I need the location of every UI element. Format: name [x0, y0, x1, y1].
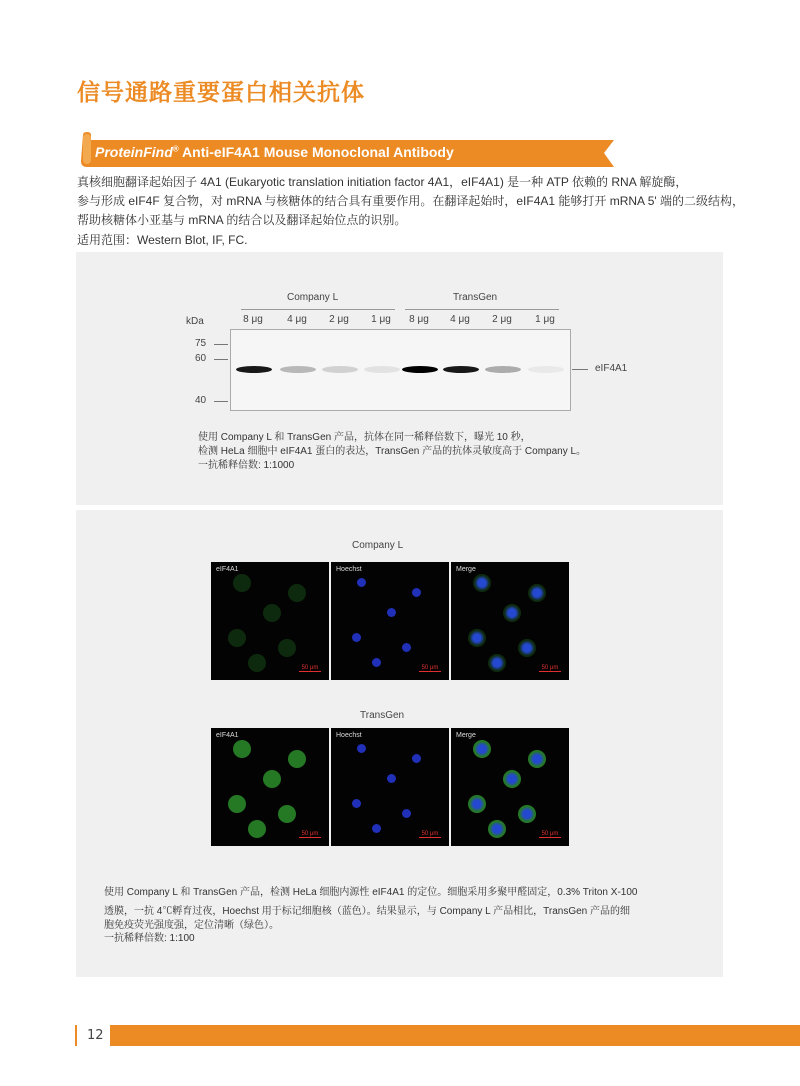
- cell: [503, 604, 521, 622]
- channel-label: eIF4A1: [216, 566, 239, 573]
- blot-band: [485, 366, 521, 373]
- group-label: Company L: [287, 292, 339, 303]
- cell: [228, 629, 246, 647]
- cell: [278, 805, 296, 823]
- cell: [288, 584, 306, 602]
- wb-caption: 一抗稀释倍数: 1:1000: [198, 460, 295, 471]
- marker-label: 60: [195, 353, 207, 364]
- cell: [412, 588, 421, 597]
- scale-bar: 50 μm: [299, 831, 321, 838]
- channel-label: eIF4A1: [216, 732, 239, 739]
- cell: [278, 639, 296, 657]
- if-caption: 胞免疫荧光强度强，定位清晰（绿色）。: [104, 920, 279, 931]
- footer-marker: [75, 1025, 77, 1046]
- scale-bar: 50 μm: [419, 665, 441, 672]
- marker-tick: [214, 401, 228, 402]
- blot-band: [528, 366, 564, 373]
- scale-bar: 50 μm: [419, 831, 441, 838]
- intro-line: 真核细胞翻译起始因子 4A1 (Eukaryotic translation initiation factor 4A1，eIF4A1) 是一种 ATP 依赖的 RNA 解旋酶，: [77, 175, 688, 189]
- cell: [518, 805, 536, 823]
- blot-band: [236, 366, 272, 373]
- lane-label: 8 μg: [409, 314, 429, 325]
- cell: [248, 820, 266, 838]
- if-caption: 使用 Company L 和 TransGen 产品，检测 HeLa 细胞内源性 eIF4A1 的定位。细胞采用多聚甲醛固定，0.3% Triton X-100: [104, 887, 638, 898]
- cell: [503, 770, 521, 788]
- cell: [228, 795, 246, 813]
- cell: [288, 750, 306, 768]
- band-label: eIF4A1: [595, 363, 628, 374]
- cell: [528, 584, 546, 602]
- wb-caption: 检测 HeLa 细胞中 eIF4A1 蛋白的表达，TransGen 产品的抗体灵敏度高于 Company L。: [198, 446, 587, 457]
- if-image-eif4a1: [211, 728, 329, 846]
- lane-label: 1 μg: [371, 314, 391, 325]
- cell: [473, 574, 491, 592]
- blot-band: [443, 366, 479, 373]
- band-pointer: [572, 369, 588, 370]
- cell: [473, 740, 491, 758]
- group-divider: [405, 309, 559, 310]
- cell: [468, 795, 486, 813]
- scale-bar: 50 μm: [539, 665, 561, 672]
- page-number: 12: [87, 1028, 104, 1043]
- if-image-merge: [451, 728, 569, 846]
- lane-label: 8 μg: [243, 314, 263, 325]
- channel-label: Hoechst: [336, 732, 362, 739]
- cell: [387, 774, 396, 783]
- marker-label: 75: [195, 338, 207, 349]
- cell: [412, 754, 421, 763]
- cell: [263, 604, 281, 622]
- cell: [248, 654, 266, 672]
- lane-label: 2 μg: [329, 314, 349, 325]
- cell: [357, 744, 366, 753]
- if-image-hoechst: [331, 562, 449, 680]
- cell: [372, 824, 381, 833]
- if-image-hoechst: [331, 728, 449, 846]
- footer-bar: [110, 1025, 800, 1046]
- applications: 适用范围：Western Blot, IF, FC.: [77, 233, 248, 247]
- marker-tick: [214, 359, 228, 360]
- channel-label: Hoechst: [336, 566, 362, 573]
- blot-band: [280, 366, 316, 373]
- if-row-label: Company L: [352, 540, 404, 551]
- cell: [233, 574, 251, 592]
- product-banner: [77, 132, 614, 167]
- group-divider: [241, 309, 395, 310]
- channel-label: Merge: [456, 566, 476, 573]
- cell: [387, 608, 396, 617]
- lane-label: 1 μg: [535, 314, 555, 325]
- wb-caption: 使用 Company L 和 TransGen 产品，抗体在同一稀释倍数下，曝光 10 秒，: [198, 432, 531, 443]
- product-title: ProteinFind® Anti-eIF4A1 Mouse Monoclonal Antibody: [95, 144, 454, 160]
- marker-tick: [214, 344, 228, 345]
- blot-image: [230, 329, 571, 411]
- cell: [402, 809, 411, 818]
- if-row-label: TransGen: [360, 710, 405, 721]
- cell: [352, 799, 361, 808]
- if-caption: 一抗稀释倍数: 1:100: [104, 933, 195, 944]
- cell: [233, 740, 251, 758]
- cell: [518, 639, 536, 657]
- cell: [488, 820, 506, 838]
- channel-label: Merge: [456, 732, 476, 739]
- marker-label: 40: [195, 395, 207, 406]
- scale-bar: 50 μm: [539, 831, 561, 838]
- intro-line: 帮助核糖体小亚基与 mRNA 的结合以及翻译起始位点的识别。: [77, 213, 407, 227]
- page-title: 信号通路重要蛋白相关抗体: [77, 80, 365, 106]
- if-caption: 透膜，一抗 4℃孵育过夜，Hoechst 用于标记细胞核（蓝色）。结果显示，与 Company L 产品相比，TransGen 产品的细: [104, 906, 630, 917]
- blot-band: [364, 366, 400, 373]
- scale-bar: 50 μm: [299, 665, 321, 672]
- if-image-eif4a1: [211, 562, 329, 680]
- lane-label: 2 μg: [492, 314, 512, 325]
- blot-band: [322, 366, 358, 373]
- cell: [352, 633, 361, 642]
- cell: [528, 750, 546, 768]
- cell: [372, 658, 381, 667]
- kda-label: kDa: [186, 316, 204, 327]
- cell: [402, 643, 411, 652]
- lane-label: 4 μg: [287, 314, 307, 325]
- intro-line: 参与形成 eIF4F 复合物，对 mRNA 与核糖体的结合具有重要作用。在翻译起始时，eIF4A1 能够打开 mRNA 5' 端的二级结构，: [77, 194, 745, 208]
- blot-band: [402, 366, 438, 373]
- cell: [357, 578, 366, 587]
- group-label: TransGen: [453, 292, 498, 303]
- cell: [468, 629, 486, 647]
- cell: [488, 654, 506, 672]
- cell: [263, 770, 281, 788]
- if-image-merge: [451, 562, 569, 680]
- lane-label: 4 μg: [450, 314, 470, 325]
